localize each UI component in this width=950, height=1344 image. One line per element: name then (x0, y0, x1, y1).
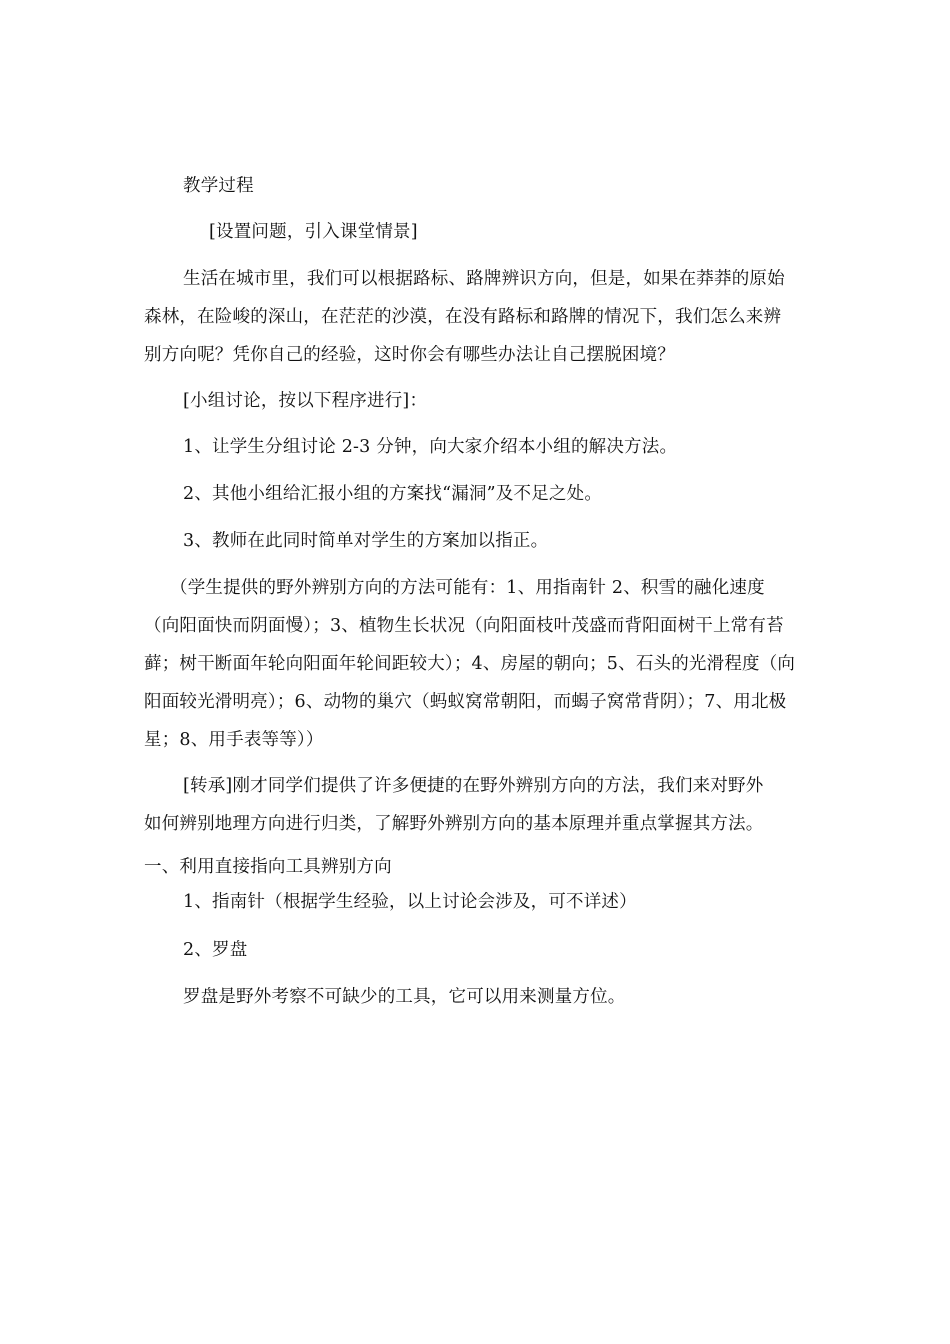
tool-2: 2、罗盘 (183, 940, 248, 960)
tool-1: 1、指南针（根据学生经验，以上讨论会涉及，可不详述） (183, 892, 637, 912)
methods-line-2: （向阳面快而阴面慢）；3、植物生长状况（向阳面枝叶茂盛而背阳面树干上常有苔 (144, 616, 784, 636)
part-one-title: 一、利用直接指向工具辨别方向 (144, 857, 392, 877)
section-discussion: [小组讨论，按以下程序进行]： (183, 391, 428, 411)
step-2: 2、其他小组给汇报小组的方案找“漏洞”及不足之处。 (183, 484, 603, 504)
intro-line-3: 别方向呢？凭你自己的经验，这时你会有哪些办法让自己摆脱困境？ (144, 345, 675, 365)
methods-line-1: （学生提供的野外辨别方向的方法可能有：1、用指南针 2、积雪的融化速度 (170, 578, 765, 598)
heading: 教学过程 (183, 176, 254, 196)
compass-text: 罗盘是野外考察不可缺少的工具，它可以用来测量方位。 (183, 987, 626, 1007)
step-1: 1、让学生分组讨论 2-3 分钟，向大家介绍本小组的解决方法。 (183, 437, 678, 457)
step-3: 3、教师在此同时简单对学生的方案加以指正。 (183, 531, 549, 551)
intro-line-1: 生活在城市里，我们可以根据路标、路牌辨识方向，但是，如果在莽莽的原始 (183, 269, 785, 289)
transition-line-2: 如何辨别地理方向进行归类，了解野外辨别方向的基本原理并重点掌握其方法。 (144, 814, 764, 834)
intro-line-2: 森林，在险峻的深山，在茫茫的沙漠，在没有路标和路牌的情况下，我们怎么来辨 (144, 307, 782, 327)
methods-line-5: 星；8、用手表等等）） (144, 730, 324, 750)
section-intro: [设置问题，引入课堂情景] (209, 222, 418, 242)
methods-line-4: 阳面较光滑明亮）；6、动物的巢穴（蚂蚁窝常朝阳，而蝎子窝常背阴）；7、用北极 (144, 692, 787, 712)
transition-line-1: [转承]刚才同学们提供了许多便捷的在野外辨别方向的方法，我们来对野外 (183, 776, 764, 796)
methods-line-3: 藓；树干断面年轮向阳面年轮间距较大）；4、房屋的朝向；5、石头的光滑程度（向 (144, 654, 796, 674)
